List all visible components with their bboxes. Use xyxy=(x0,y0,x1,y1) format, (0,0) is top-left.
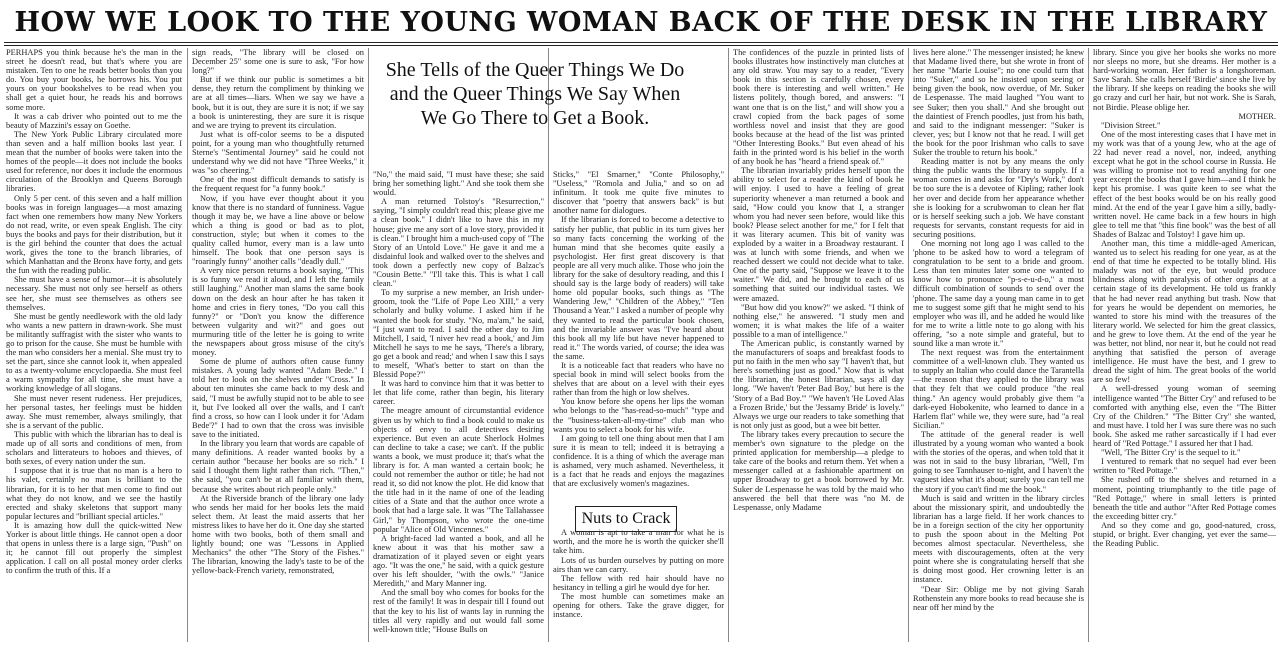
paragraph: Some de plume of authors often cause funny mistakes. A young lady wanted "Adam Bede." I told her to look on the shelves under "Cross." In about ten minutes she came back to my desk and said, "I must be awfully stupid not to be able to see it, but I've looked all over the walls, and I can't find a cross, so how can I look under it for 'Adam Bede'?" I had to own that the cross was invisible save to the initiated. xyxy=(192,357,364,439)
paragraph: She must have a sense of humor—it is absolutely necessary. She must not only see herself as others see her, she must see themselves as others see themselves. xyxy=(6,275,182,312)
paragraph: The next request was from the entertainment committee of a well-known club. They wanted us to supply an Italian who could dance the Tarantella—the reason that they applied to the library was that they felt that we could produce "the real thing." An agency would probably give them "a dark-eyed Hobokenite, who learned to dance in a Harlem flat" while we, they were sure, had "a real Sicilian." xyxy=(913,348,1084,430)
paragraph: A very nice person returns a book saying, "This is so funny we read it aloud, and I left the family still laughing." Another man slams the same book down on the desk an hour after he has taken it home and cries in fiery tones, "Do you call this funny?" or "Don't you know the difference between vulgarity and wit?" and goes out murmuring title of the letter he is going to write the newspapers about gross misuse of the city's money. xyxy=(192,266,364,358)
paragraph: She must never resent rudeness. Her prejudices, her personal tastes, her feelings must be hidden away. She must remember, always smilingly, that she is a servant of the public. xyxy=(6,393,182,430)
paragraph: The American public, is constantly warned by the manufacturers of soaps and breakfast foods to put no faith in the men who say "I haven't that, but here's something just as good." Now that is what the librarian, the honest librarian, says all day long. "We haven't 'Peter Bad Boy,' but here is the 'Story of a Bad Boy.'" "We haven't 'He Loved Alas a Frozen Bride,' but the 'Jessamy Bride' is lovely." Always we urge our readers to take something that is not only just as good, but a wee bit better. xyxy=(733,339,904,430)
top-rule-double xyxy=(4,45,1278,46)
paragraph: Much is said and written in the library circles about the missionary spirit, and undoubtedly the librarian has a large field. If her work chances to be in a foreign section of the city her opportunity to push the spoon about in the Melting Pot becomes almost spectacular. Nevertheless, she meets with discouragements, often at the very point where she is congratulating herself that she is doing most good. Her crowning letter is an instance. xyxy=(913,493,1084,585)
paragraph: A bright-faced lad wanted a book, and all he knew about it was that his mother saw a dramatization of it played seven or eight years ago. "It was the one," he said, with a quick gesture over his left shoulder, "with the owls." "Janice Meredith," and Mary Manner ing. xyxy=(373,533,544,589)
paragraph: But if we think our public is sometimes a bit dense, they return the compliment by thinking we are at all times—liars. When we say we have a book, but it is out, they are sure it is not; if we say a book is uninteresting, they are sure it is risque and we are trying to prevent its circulation. xyxy=(192,75,364,130)
column-rule xyxy=(1088,48,1089,642)
article-column-5 xyxy=(733,48,904,642)
paragraph: Another man, this time a middle-aged American, wanted us to select his reading for one year, as at the end of that time he expected to be totally blind. His malady was not of the eye, but would produce blindness along with paralysis of other organs at a certain stage of its development. He told us frankly that he had never read anything but trash. Now that for years he would be dependent on memories, he wanted to store his mind with the treasures of the literary world. We selected for him the great classics, and he grew to love them. At the end of the year he was better, not blind, nor near it, but he could not read anything that satisfied the person of average intelligence. He must have the best, and I grew to dread the sight of him. The great books of the world are so few! xyxy=(1093,238,1276,385)
paragraph: And the small boy who comes for books for the rest of the family! It was in despair till I found out that the key to his list of wants lay in running the titles all very rapidly and out would fall some well-known title; "House Bulls on xyxy=(373,588,544,634)
paragraph: The attitude of the general reader is well illustrated by a young woman who wanted a book with the stories of the operas, and when told that it was not in said to the busy librarian, "Well, I'm going to see Tannhauser to-night, and I haven't the vaguest idea what it's about; surely you can tell me the story if you can't find me the book." xyxy=(913,429,1084,494)
paragraph: "Dear Sir: Oblige me by not giving Sarah Rothenstein any more books to read because she is near off her mind by the xyxy=(913,584,1084,612)
paragraph: A woman is apt to take a man for what he is worth, and the more he is worth the quicker she'll take him. xyxy=(553,528,724,556)
paragraph: One morning not long ago I was called to the 'phone to be asked how to word a telegram of congratulation to be sent to a bride and groom. Less than ten minutes later some one wanted to know how to pronounce "p-s-e-u-d-o," a most difficult combination of sounds to send over the 'phone. The same day a young man came in to get me to suggest some gift that he might send to his employer who was ill, and he added he would like for me to write a little note to go along with his offering, "so a note simple and grateful, but to sound like a man wrote it." xyxy=(913,238,1084,348)
paragraph: The library takes every precaution to secure the member's own signature to the pledge on the printed application for membership—a pledge to take care of the books and return them. Yet when a messenger called at a fashionable apartment on upper Broadway to get a book borrowed by Mr. Suker de Lespenasse he was told by the maid who answered the bell that there was "no M. de Lespenasse, only Madame xyxy=(733,429,904,512)
nuts-to-crack-subhead: Nuts to Crack xyxy=(575,506,677,532)
paragraph: "Well, 'The Bitter Cry' is the sequel to it." xyxy=(1101,448,1241,458)
paragraph: The librarian invariably prides herself upon the ability to select for a reader the kind of book he will enjoy. I used to have a feeling of great superiority whenever a man returned a book and said, "How could you know that I, a stranger whom you had never seen before, would like this book? Please select another for me," for I felt that it was literary acumen. This bit of vanity was exploded by a waiter in a Broadway restaurant. I was at lunch with some friends, and when we reached dessert we could not decide what to take. One of the party said, "Suppose we leave it to the waiter." We did, and he brought to each of us something that suited our individual tastes. We were amazed. xyxy=(733,166,904,303)
paragraph: One of the most difficult demands to satisfy is the frequent request for "a funny book." xyxy=(192,175,364,194)
paragraph: If the librarian is forced to become a detective to satisfy her public, that public in its turn gives her so many facts concerning the working of the human mind that she becomes quite easily a psychologist. Her first great discovery is that people are all very much alike. Those who join the library for the sake of desultory reading, and this I should say is the large body of readers) will take home old popular books, such things as "The Wandering Jew," "Children of the Abbey," "Ten Thousand a Year." I asked a number of people why they wanted to read the particular book chosen, and the invariable answer was "I've heard about this book all my life but have never happened to read it." The words varied, of course; the idea was the same. xyxy=(553,215,724,361)
paragraph: She must be gently needlework with the old lady who wants a new pattern in drawn-work. She must be militantly suffragist with the sister who wants to go to prison for the cause. She must be humble with the man who considers her a menial. She must try to set the part, since she cannot look it, when appealed to as a twenty-volume encyclopaedia. She must feel a warm sympathy for all time, she must have a working knowledge of all slogans. xyxy=(6,311,182,394)
paragraph: It was a cab driver who pointed out to me the beauty of Mazzini's essay on Goethe. xyxy=(6,111,182,130)
paragraph: The New York Public Library circulated more than seven and a half million books last year. I mean that the number of books were taken into the homes of the people—it does not include the books used for reference, nor does it include the enormous circulation of the Brooklyn and Queens Borough libraries. xyxy=(6,129,182,194)
paragraph: "But how did you know?" we asked. "I think of nothing else," he answered. "I study men and women; it is what makes the life of a waiter possible to a man of intelligence." xyxy=(733,302,904,339)
article-column-7 xyxy=(1093,48,1276,642)
paragraph: It is amazing how dull the quick-witted New Yorker is about little things. He cannot open a door that opens in unless there is a large sign, "Push" on it; he cannot fill out properly the simplest application. I call on all postal money order clerks to confirm the truth of this. If a xyxy=(6,520,182,576)
article-column-4 xyxy=(553,170,724,642)
paragraph: I ventured to remark that no sequel had ever been written to "Red Pottage." xyxy=(1093,457,1276,476)
paragraph: This public with which the librarian has to deal is made up of all sorts and conditions of men, from scholars and litterateurs to hoboes and thieves, of both sexes, of every nation under the sun. xyxy=(6,429,182,467)
paragraph: The confidences of the puzzle in printed lists of books illustrates how instinctively man clutches at any old straw. You may say to a reader, "Every book in this section is carefully chosen, every book there is interesting and well written." He listens politely, though bored, and answers: "I want one that is on the list," and will show you a crawl copied from the back pages of some worthless novel and insist that they are good books because at the head of the list was printed "Other Interesting Books." But even ahead of his faith in the printed word is his belief in the worth of any book he has "heard a friend speak of." xyxy=(733,48,904,167)
paragraph: I suppose that it is true that no man is a hero to his valet, certainly no man is brilliant to the librarian, for it is to her that men come to find out what they do not know, and we see the hastily erected and shaky skeletons that support many popular lectures and "brilliant special articles." xyxy=(6,466,182,521)
letter-signature: MOTHER. xyxy=(1238,111,1276,121)
paragraph: sign reads, "The library will be closed on December 25" some one is sure to ask, "For how long?" xyxy=(192,48,364,76)
paragraph: lives here alone." The messenger insisted; he knew that Madame lived there, but she wrote in front of her name "Marie Louise"; no one could turn that into "Suker," and so he insisted upon seeing or being given the book, now overdue, of Mr. Suker de Lespenasse. The maid laughed "You want to see Suker; then you shall." And she brought out the daintiest of French poodles, just from his bath, and said to the indignant messenger: "Suker is clever, yes; but I know not that he read. I will get the book for the poor Irishman who calls to save Suker the trouble to return his book." xyxy=(913,48,1084,158)
paragraph: Just what is off-color seems to be a disputed point, for a young man who thoughtfully returned Sterne's "Sentimental Journey" said he could not understand why we did not have "Three Weeks," it was "so cheering." xyxy=(192,129,364,176)
column-rule xyxy=(368,48,369,642)
paragraph: You know before she opens her lips the woman who belongs to the "has-read-so-much" "type and the "business-taken-all-my-time" club man who wants you to select a book for his wife. xyxy=(553,397,724,434)
paragraph: Now, if you have ever thought about it you know that there is no standard of funniness. Vague though it may be, we have a line above or below which a thing is good or bad as to plot, construction, style; but when it comes to the quality called humor, every man is a law unto himself. The book that one person says is "roaringly funny" another calls "deadly dull." xyxy=(192,193,364,267)
paragraph: To my surprise a new member, an Irish under-groom, took the "Life of Pope Leo XIII," a very scholarly and bulky volume. I asked him if he wanted the book for study. "No, ma'am," he said, "I just want to read. I said the other day to Jim Mitchell, I said, 'I niver hev read a book,' and Jim Mitchell he says to me he says, 'There's a library, go get a book and read;' and when I saw this I says to meself, 'What's better to start on than the Blessid Pope?'" xyxy=(373,288,544,380)
article-column-1 xyxy=(6,48,182,642)
paragraph: Only 5 per cent. of this seven and a half million books was in foreign languages—a most amazing fact when one remembers how many New Yorkers do not read, write, or even speak English. The city buys the books and pays for their distribution, but it is the girl behind the counter that does the actual work, gives the tone to the branch libraries, of which Manhattan and the Bronx have forty, and gets the fun with the reading public. xyxy=(6,193,182,276)
paragraph: "No," the maid said, "I must have these; she said bring her something light." And she took them she would. xyxy=(373,170,544,198)
article-column-3 xyxy=(373,170,544,642)
paragraph: A well-dressed young woman of seeming intelligence wanted "The Bitter Cry" and refused to be comforted with anything else, even the "The Bitter Cry of the Children." "The Bitter Cry" she wanted, and must have. I told her I was sure there was no such book. She asked me rather sarcastically if I had ever heard of "Red Pottage." I assured her that I had. xyxy=(1093,384,1276,449)
paragraph: PERHAPS you think because he's the man in the street he doesn't read, but that's where you are mistaken. Ten to one he reads better books than you do. You buy your books, he borrows his. You put yours on your bookshelves to be read when you shall get a quiet hour, he reads his and borrows some more. xyxy=(6,48,182,112)
article-column-6 xyxy=(913,48,1084,642)
paragraph: It is a noticeable fact that readers who have no special book in mind will select books from the shelves that are about on a level with their eyes rather than from the high or low shelves. xyxy=(553,360,724,398)
paragraph: I am going to tell one thing about men that I am sure it is mean to tell; indeed it is betraying a confidence. It is a thing of which the average man is ashamed, very much ashamed. Nevertheless, it is a fact that he reads and enjoys the magazines that are exclusively women's magazines. xyxy=(553,433,724,489)
paragraph: Sticks," "El Smarner," "Conte Philosophy," "Useless," "Romola and Julia," and so on ad infinitum. It took me quite five minutes to discover that "poetry that answers back" is but another name for dialogues. xyxy=(553,170,724,216)
page-headline: HOW WE LOOK TO THE YOUNG WOMAN BACK OF THE DESK IN THE LIBRARY xyxy=(14,7,1268,38)
paragraph: A man returned Tolstoy's "Resurrection," saying, "I simply couldn't read this; please give me a clean book." I didn't like to have this in my house; give me any sort of a love story, provided it is clean." I brought him a much-used copy of "The Story of an Untold Love." He gave it and me a disdainful look and walked over to the shelves and took down a perfectly new copy of Balzac's "Cousin Bette." "I'll take this. This is what I call clean." xyxy=(373,197,544,289)
paragraph: And so they come and go, good-natured, cross, stupid, or bright. Ever changing, yet ever the same—the Reading Public. xyxy=(1093,520,1276,549)
paragraph: Reading matter is not by any means the only thing the public wants the library to supply. If a woman comes in and asks for "Dry's Work," don't be too sure the is a devotee of Kipling; rather look her over and decide from her appearance whether she is looking for a scrubwoman to clean her flat or is herself seeking such a job. We have constant requests for servants, constant requests for aid in securing positions. xyxy=(913,157,1084,239)
paragraph: "Division Street." xyxy=(1101,120,1161,130)
paragraph: The meagre amount of circumstantial evidence given us by which to find a book could to make us objects of envy to all detectives desiring experience. But even an acute Sherlock Holmes can decline to take a case; we can't. If the public wants a book, we must produce it; that's what the library is for. A man wanted a certain book; he could not remember the author or title; he had not read it, so did not know the plot. He did know that the title had in it the name of one of the leading cities of a State and that the author once wrote a book that had a large sale. It was "The Tallahassee Girl," by Thompson, who wrote the one-time popular "Alice of Old Vincennes." xyxy=(373,406,544,534)
paragraph: Lots of us burden ourselves by putting on more airs than we can carry. xyxy=(553,555,724,574)
column-rule xyxy=(187,48,188,642)
paragraph: It was hard to convince him that it was better to let that life come, rather than begin, his literary career. xyxy=(373,379,544,407)
paragraph: One of the most interesting cases that I have met in my work was that of a young Jew, who at the age of 22 had never read a novel, nor, indeed, anything except what he got in the school course in Russia. He was willing to promise not to read anything for one year except the books that I gave him—and I think he kept his promise. I was quite keen to see what the effect of the best books would be on his really good mind. At the end of the year I gave him a silly, badly-written novel. He came back in a few hours in high glee to tell me that "this fine book" was the best of all Shades of Balzac and Tolstoy! I gave him up. xyxy=(1093,129,1276,239)
paragraph: At the Riverside branch of the library one lady who sends her maid for her books lets the maid select them. At least the maid asserts that her mistress likes to have her do it. One day she started home with two books, both of them small and lightly bound; one was "Lessons in Applied Mechanics" the other "The Story of the Fishes." The librarian, knowing the lady's taste to be of the yellow-back-French variety, remonstrated, xyxy=(192,493,364,576)
paragraph: She rushed off to the shelves and returned in a moment, pointing triumphantly to the title page of "Red Pottage," where in small letters is printed beneath the title and author "After Red Pottage comes the exceeding bitter cry." xyxy=(1093,475,1276,521)
paragraph: The most humble can sometimes make an opening for others. Take the grave digger, for instance. xyxy=(553,591,724,620)
paragraph: The fellow with red hair should have no hesitancy in telling a girl he would dye for her. xyxy=(553,573,724,592)
column-rule xyxy=(908,48,909,642)
paragraph: In the library you learn that words are capable of many definitions. A reader wanted books by a certain author "because her books are so rich." I said I thought them light rather than rich. "Then," she said, "you can't be at all familiar with them, because she writes about rich people only." xyxy=(192,439,364,494)
column-rule xyxy=(548,48,549,642)
article-column-2 xyxy=(192,48,364,642)
column-rule xyxy=(728,48,729,642)
paragraph: library. Since you give her books she works no more nor sleeps no more, but she dreams. Her mother is a hard-working woman. Her father is a longshoreman. Save Sarah. She calls herself 'Birdie' since she live by the library. If she keeps on reading the books she will go crazy and curl her hair, but not work. She is Sarah, not Birdie. Please oblige her. xyxy=(1093,48,1276,112)
article-deck: She Tells of the Queer Things We Do and the Queer Things We Say When We Go There to Get a Book. xyxy=(385,59,685,129)
top-rule xyxy=(4,42,1278,43)
